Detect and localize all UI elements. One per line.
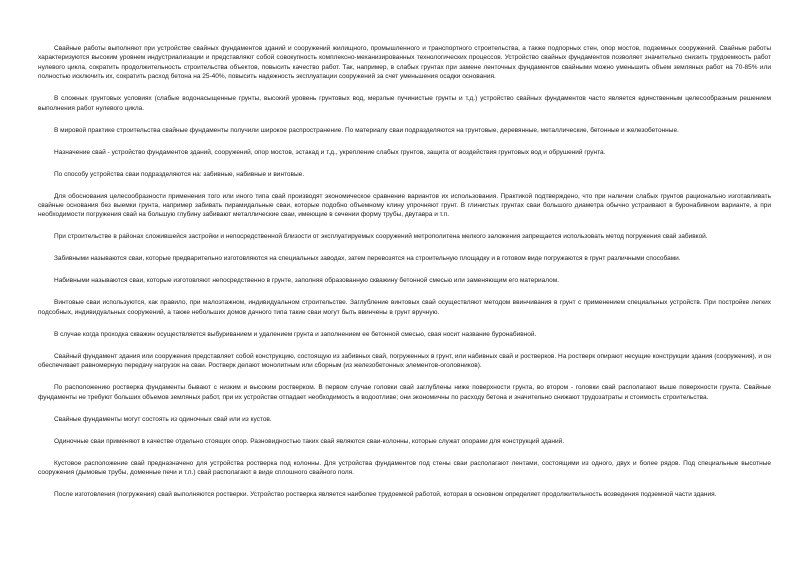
paragraph-metro-restriction: При строительстве в районах сложившейся застройки и непосредственной близости от эксплуатируемых сооружений метрополитена мелкого заложения запрещается использовать метод погружения свай забивкой. xyxy=(54,233,708,241)
paragraph-grillage-position: По расположению ростверка фундаменты бывают с низким и высоким ростверком. В первом случае головки свай заглублены ниже поверхности грунта, во втором - головки свай располагают выше поверхности грунта. Свайные фундаменты не требуют больших объемов земляных работ, при их устройстве отпадает необходимость в водоотливе; они экономичны по расходу бетона и значительно снижают трудозатраты и стоимость строительства. xyxy=(38,384,771,401)
paragraph-driven-piles: Забивными называются сваи, которые предварительно изготовляются на специальных заводах, затем перевозятся на строительную площадку и в готовом виде погружаются в грунт различными способами. xyxy=(54,255,681,263)
paragraph-world-practice: В мировой практике строительства свайные фундаменты получили широкое распространение. По материалу сваи подразделяются на грунтовые, деревянные, металлические, бетонные и железобетонные. xyxy=(54,126,679,134)
paragraph-grillage-construction: После изготовления (погружения) свай выполняются ростверки. Устройство ростверка является наиболее трудоемкой работой, которая в основном определяет продолжительность возведения подземной части здания. xyxy=(54,491,717,499)
paragraph-pile-foundation: Свайный фундамент здания или сооружения представляет собой конструкцию, состоящую из забивных свай, погруженных в грунт, или набивных свай и ростверков. На ростверк опирают несущие конструкции здания (сооружения), и он обеспечивает равномерную передачу нагрузок на сваи. Ростверк делают монолитным или сборным (из железобетонных элементов-оголовников). xyxy=(38,352,771,370)
paragraph-cluster-layout: Кустовое расположение свай предназначено для устройства ростверка под колонны. Для устройства фундаментов под стены сваи располагают лентами, состоящими из одного, двух и более рядов. Под специальные высотные сооружения (дымовые трубы, доменные печи и т.п.) свай располагают в виде сплошного свайного поля. xyxy=(38,459,771,477)
paragraph-pile-types: По способу устройства сваи подразделяются на: забивные, набивные и винтовые. xyxy=(54,170,305,178)
document-page xyxy=(38,44,771,512)
paragraph-cast-piles: Набивными называются сваи, которые изготовляют непосредственно в грунте, заполняя образованную скважину бетонной смесью или заменяющим его материалом. xyxy=(54,277,559,285)
paragraph-economic-comparison: Для обоснования целесообразности применения того или иного типа свай производят экономическое сравнение вариантов их использования. Практикой подтверждено, что при наличии слабых грунтов рационально изготавливать свайные основания без выемки грунта, например забивать пирамидальные сваи, которые подобно объемному клину упрочняют грунт. В глинистых грунтах сваи большого диаметра обычно устраивают в буронабивном варианте, а при необходимости погружения свай на большую глубину забивают металлические сваи, имеющие в сечении форму трубы, двутавра и т.п. xyxy=(38,192,771,219)
paragraph-single-or-cluster: Свайные фундаменты могут состоять из одиночных свай или из кустов. xyxy=(54,415,272,423)
paragraph-intro-pile-works: Свайные работы выполняют при устройстве свайных фундаментов зданий и сооружений жилищного, промышленного и транспортного строительства, а также подпорных стен, опор мостов, подземных сооружений. Свайные работы характеризуются высоким уровнем индустриализации и представляют собой совокупность комплексно-механизированных технологических процессов. Устройство свайных фундаментов позволяет значительно снизить трудоемкость работ нулевого цикла, сократить продолжительность строительства объектов, повысить качество работ. Так, например, в слабых грунтах при замене ленточных фундаментов свайными можно уменьшить объем земляных работ на 70-85% или полностью исключить их, сократить расход бетона на 25-40%, повысить надежность эксплуатации сооружений за счет уменьшения осадки основания. xyxy=(38,45,771,81)
paragraph-bored-piles: В случае когда проходка скважин осуществляется выбуриванием и удалением грунта и заполнением ее бетонной смесью, свая носит название буронабивной. xyxy=(54,330,537,338)
paragraph-single-piles: Одиночные сваи применяют в качестве отдельно стоящих опор. Разновидностью таких свай являются сваи-колонны, которые служат опорами для конструкций зданий. xyxy=(54,437,565,445)
paragraph-complex-soil: В сложных грунтовых условиях (слабые водонасыщенные грунты, высокий уровень грунтовых вод, мерзлые пучинистые грунты и т.д.) устройство свайных фундаментов часто является единственным целесообразным решением выполнения работ нулевого цикла. xyxy=(38,95,771,112)
paragraph-screw-piles: Винтовые сваи используются, как правило, при малоэтажном, индивидуальном строительстве. Заглубление винтовых свай осуществляют методом ввинчивания в грунт с применением специальных устройств. При постройке легких подсобных, индивидуальных сооружений, а также небольших домов дачного типа такие сваи могут быть ввинчены в грунт вручную. xyxy=(38,299,771,316)
paragraph-purpose: Назначение свай - устройство фундаментов зданий, сооружений, опор мостов, эстакад и т.д., укрепление слабых грунтов, защита от воздействия грунтовых вод и обрушений грунта. xyxy=(54,148,606,156)
